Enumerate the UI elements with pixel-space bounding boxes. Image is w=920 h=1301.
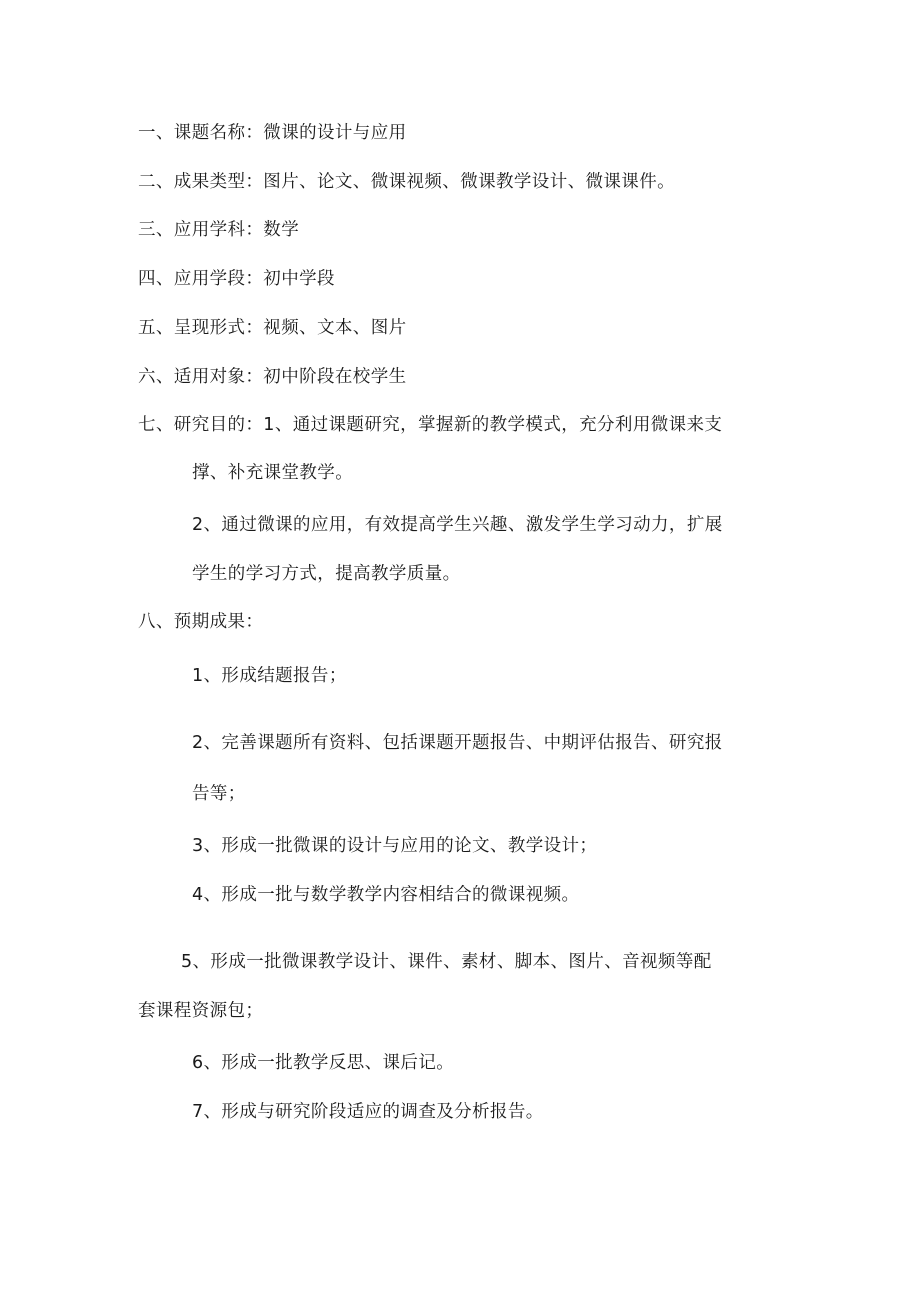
item-subject: 三、应用学科：数学 (138, 220, 300, 240)
expected-result-1: 1、形成结题报告； (192, 666, 347, 686)
expected-result-3: 3、形成一批微课的设计与应用的论文、教学设计； (192, 836, 598, 856)
expected-result-6: 6、形成一批教学反思、课后记。 (192, 1053, 455, 1073)
item-research-purpose: 七、研究目的：1、通过课题研究，掌握新的教学模式，充分利用微课来支 (138, 415, 723, 435)
expected-result-5-continuation: 套课程资源包； (138, 1001, 264, 1021)
expected-result-2-continuation: 告等； (192, 784, 246, 804)
expected-result-7: 7、形成与研究阶段适应的调查及分析报告。 (192, 1102, 544, 1122)
expected-result-5: 5、形成一批微课教学设计、课件、素材、脚本、图片、音视频等配 (181, 952, 712, 972)
research-purpose-point-2: 2、通过微课的应用，有效提高学生兴趣、激发学生学习动力，扩展 (192, 515, 723, 535)
research-purpose-continuation: 撑、补充课堂教学。 (192, 463, 354, 483)
item-audience: 六、适用对象：初中阶段在校学生 (138, 367, 407, 387)
item-result-type: 二、成果类型：图片、论文、微课视频、微课教学设计、微课课件。 (138, 172, 675, 192)
expected-result-4: 4、形成一批与数学教学内容相结合的微课视频。 (192, 885, 580, 905)
item-expected-results: 八、预期成果： (138, 612, 264, 632)
expected-result-2: 2、完善课题所有资料、包括课题开题报告、中期评估报告、研究报 (192, 733, 723, 753)
item-grade-level: 四、应用学段：初中学段 (138, 269, 335, 289)
item-topic-name: 一、课题名称：微课的设计与应用 (138, 123, 407, 143)
item-presentation: 五、呈现形式：视频、文本、图片 (138, 318, 407, 338)
research-purpose-point-2-continuation: 学生的学习方式，提高教学质量。 (192, 564, 461, 584)
